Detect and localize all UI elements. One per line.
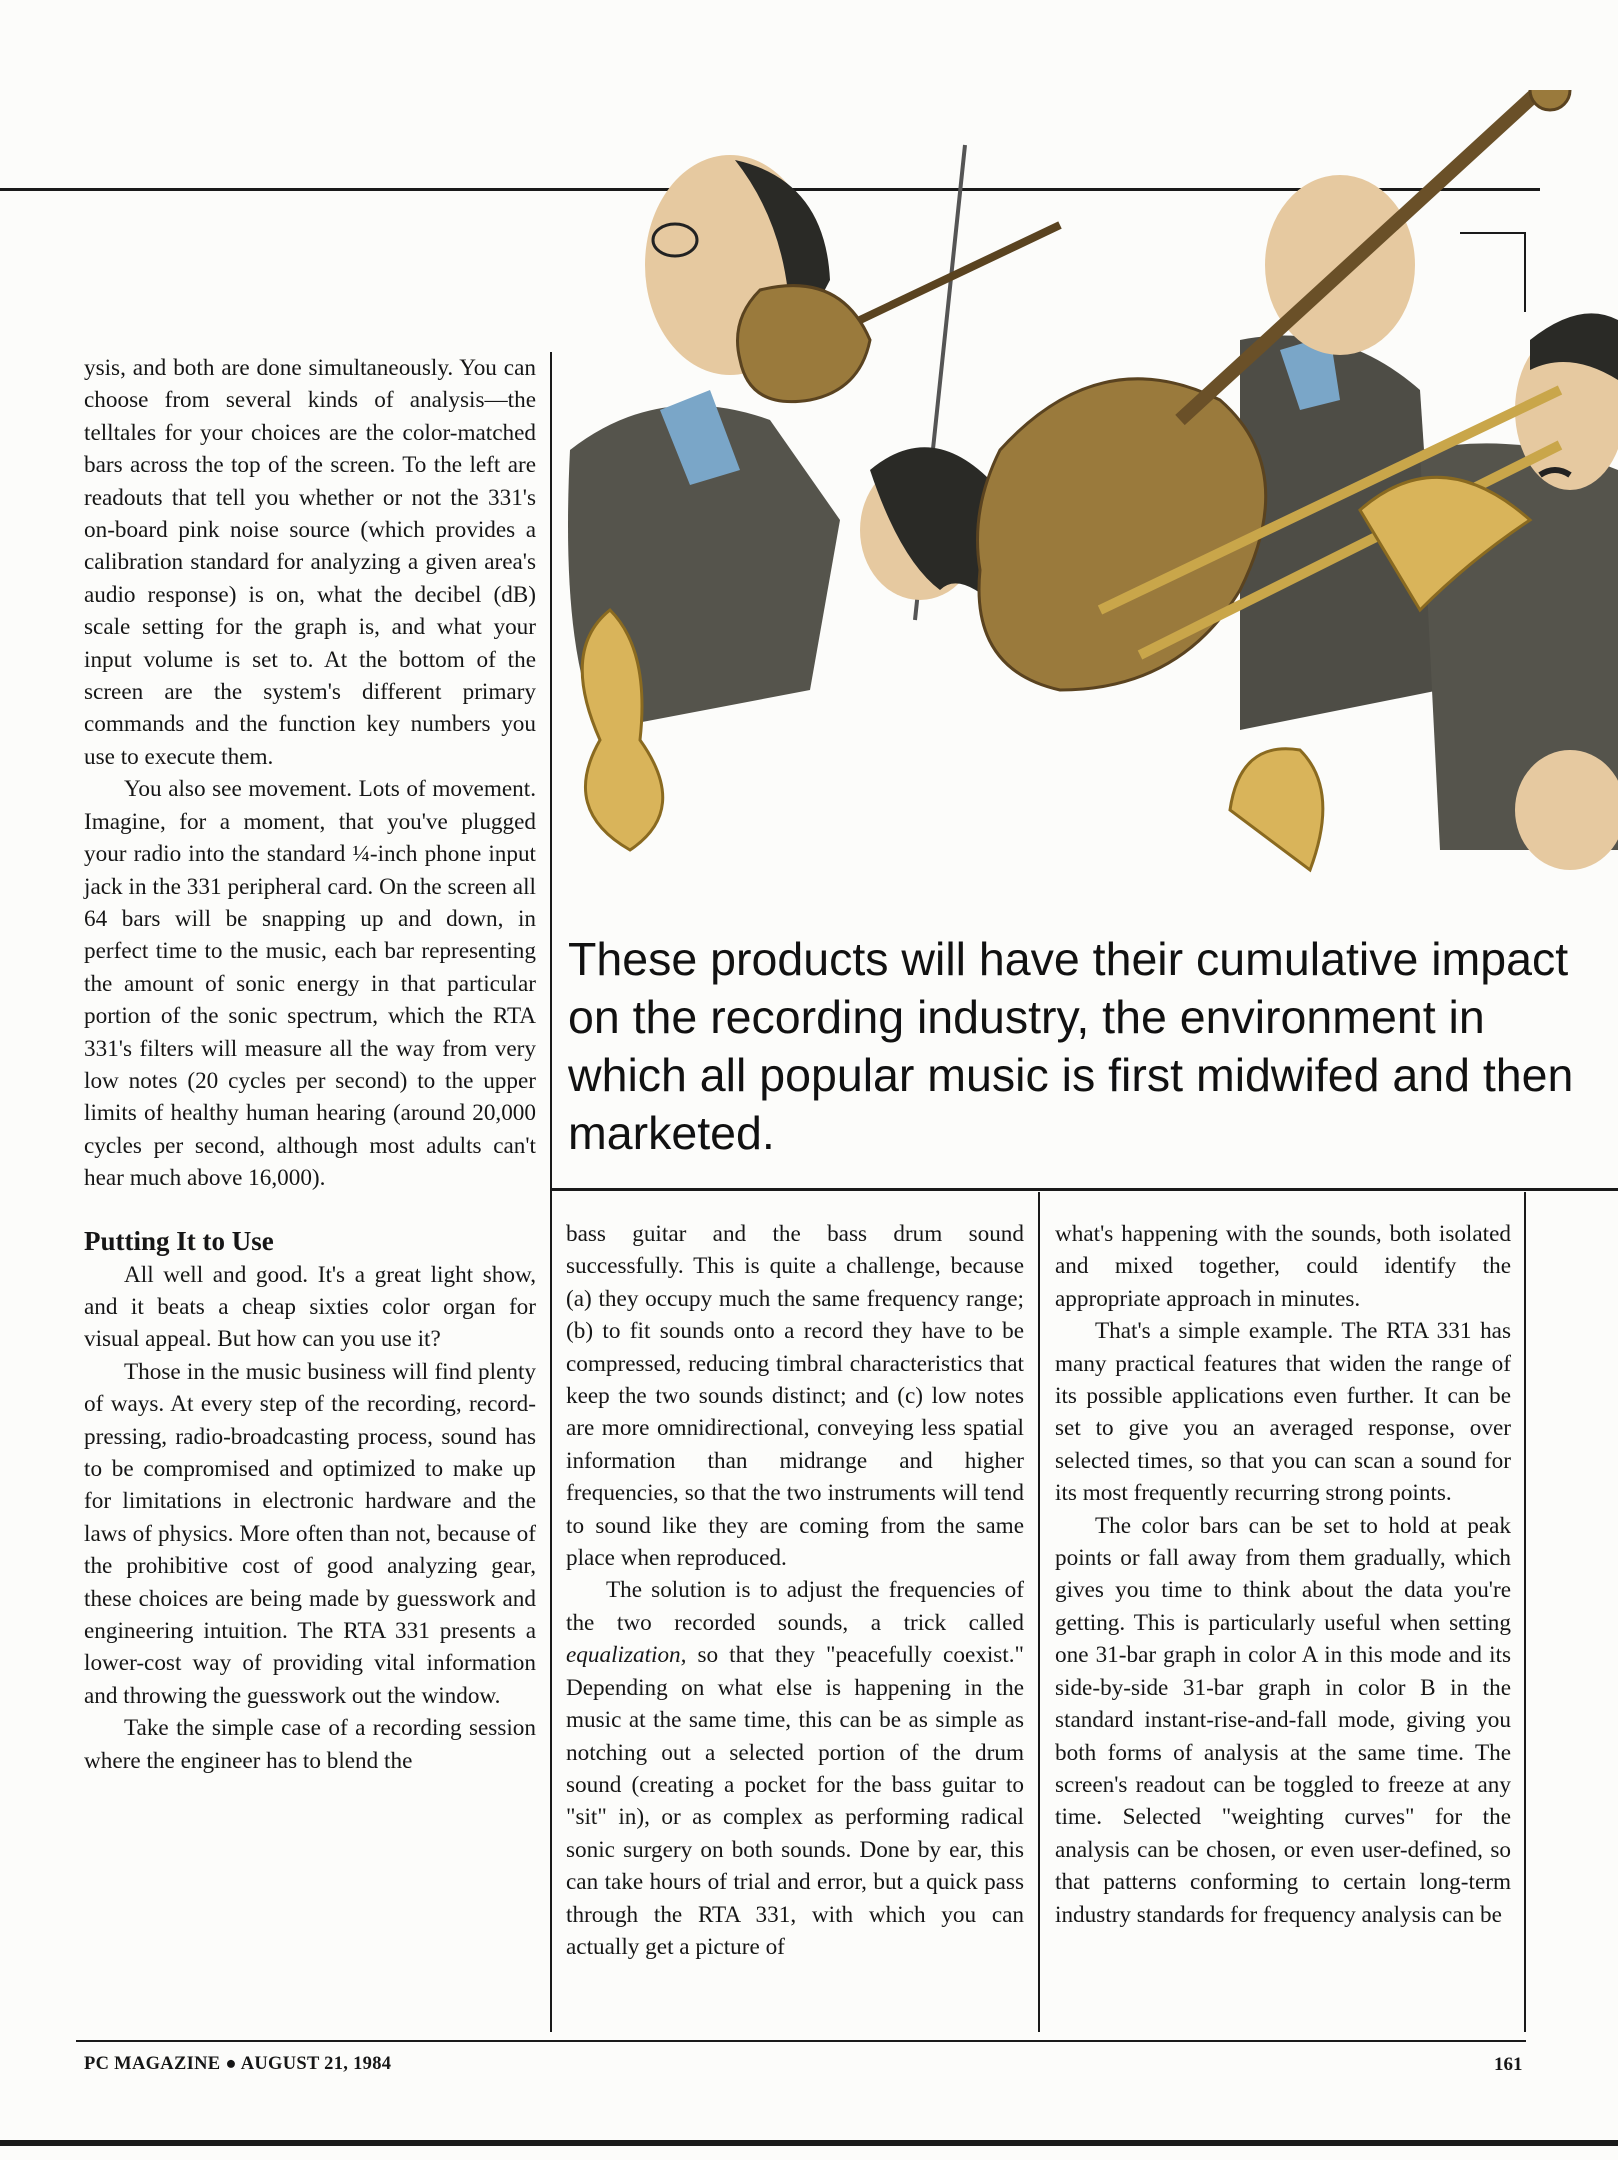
paragraph-text: so that they "peacefully coexist." Depending on what else is happening in the music at the same time, this can be as simple as notching out a selected portion of the drum sound (creating a pocket for the bass guitar to "sit" in), or as complex as performing radical sonic surgery on both sounds. Done by ear, this can take hours of trial and error, but a quick pass through the RTA 331, with which you can actually get a picture of <box>566 1642 1024 1960</box>
paragraph: That's a simple example. The RTA 331 has many practical features that widen the range of its possible applications even further. It can be set to give you an averaged response, over selected times, so that you can scan a sound for its most frequently recurring strong points. <box>1055 1318 1511 1507</box>
paragraph: Those in the music business will find plenty of ways. At every step of the recording, record-pressing, radio-broadcasting process, sound has to be compromised and optimized to make up for limitations in electronic hardware and the laws of physics. More often than not, because of the prohibitive cost of good analyzing gear, these choices are being made by guesswork and engineering intuition. The RTA 331 presents a lower-cost way of providing vital information and throwing the guesswork out the window. <box>84 1358 536 1709</box>
footer-rule <box>76 2040 1526 2042</box>
bottom-edge-rule <box>0 2140 1618 2146</box>
pull-quote: These products will have their cumulative impact on the recording industry, the environment in which all popular music is first midwifed and then marketed. <box>568 933 1574 1159</box>
paragraph: You also see movement. Lots of movement. Imagine, for a moment, that you've plugged your radio into the standard ¼-inch phone input jack in the 331 peripheral card. On the screen all 64 bars will be snapping up and down, in perfect time to the music, each bar representing the amount of sonic energy in that particular portion of the sonic spectrum, which the RTA 331's filters will measure all the way from very low notes (20 cycles per second) to the upper limits of healthy human hearing (around 20,000 cycles per second, although most adults can't hear much above 16,000). <box>84 776 536 1192</box>
paragraph-text: The solution is to adjust the frequencies of the two recorded sounds, a trick called <box>566 1577 1024 1636</box>
paragraph: All well and good. It's a great light show, and it beats a cheap sixties color organ for visual appeal. But how can you use it? <box>84 1261 536 1353</box>
paragraph: ysis, and both are done simultaneously. You can choose from several kinds of analysis—the telltales for your choices are the color-matched bars across the top of the screen. To the left are readouts that tell you whether or not the 331's on-board pink noise source (which provides a calibration standard for analyzing a given area's audio response) is on, what the decibel (dB) scale setting for the graph is, and what your input volume is set to. At the bottom of the screen are the system's different primary commands and the function key numbers you use to execute them. <box>84 355 536 770</box>
column-rule-1 <box>550 352 552 2032</box>
paragraph: what's happening with the sounds, both isolated and mixed together, could identify the appropriate approach in minutes. <box>1055 1221 1511 1312</box>
paragraph: bass guitar and the bass drum sound successfully. This is quite a challenge, because (a) they occupy much the same frequency range; (b) to fit sounds onto a record they have to be compressed, reducing timbral characteristics that keep the two sounds distinct; and (c) low notes are more omnidirectional, conveying less spatial information than midrange and higher frequencies, so that the two instruments will tend to sound like they are coming from the same place when reproduced. <box>566 1221 1024 1572</box>
violin-body <box>738 286 871 402</box>
emphasized-term: equalization, <box>566 1642 687 1669</box>
footer-magazine-date: PC MAGAZINE ● AUGUST 21, 1984 <box>84 2054 392 2074</box>
musicians-illustration <box>540 90 1618 905</box>
paragraph <box>566 1574 1024 1963</box>
violin-neck <box>860 225 1060 320</box>
article-column-1 <box>84 352 536 1777</box>
cello-body <box>978 379 1266 690</box>
paragraph: Take the simple case of a recording session where the engineer has to blend the <box>84 1715 536 1774</box>
article-column-3 <box>1055 1218 1511 1931</box>
paragraph: The color bars can be set to hold at peak points or fall away from them gradually, which gives you time to think about the data you're getting. This is particularly useful when setting one 31-bar graph in color A in this mode and its side-by-side 31-bar graph in color B in the standard instant-rise-and-fall mode, giving you both forms of analysis at the same time. The screen's readout can be toggled to freeze at any time. Selected "weighting curves" for the analysis can be chosen, or even user-defined, so that patterns conforming to certain long-term industry standards for frequency analysis can be <box>1055 1512 1511 1928</box>
article-column-2 <box>566 1218 1024 1963</box>
column-rule-2 <box>1038 1192 1040 2032</box>
pull-quote-rule <box>552 1188 1618 1191</box>
cello-scroll <box>1530 90 1570 110</box>
section-heading: Putting It to Use <box>84 1225 274 1256</box>
page-number: 161 <box>1494 2054 1523 2075</box>
saxophone-2 <box>1230 749 1323 870</box>
column-rule-3 <box>1524 1192 1526 2032</box>
